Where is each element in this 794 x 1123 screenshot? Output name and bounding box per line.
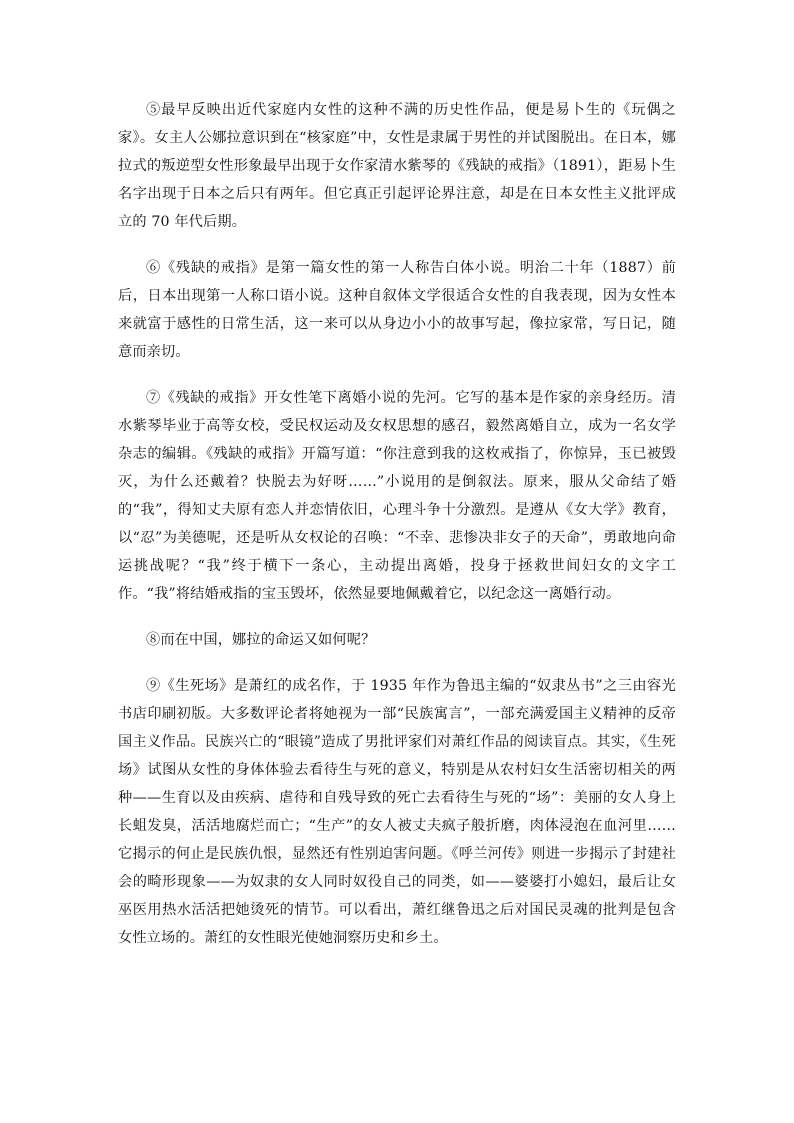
paragraph-9: ⑨《生死场》是萧红的成名作，于 1935 年作为鲁迅主编的“奴隶丛书”之三由容光书店印刷初版。大多数评论者将她视为一部“民族寓言”，一部充满爱国主义精神的反帝国主义作品。民族兴亡的“眼镜”造成了男批评家们对萧红作品的阅读盲点。其实，《生死场》试图从女性的身体体验去看待生与死的意义，特别是从农村妇女生活密切相关的两种——生育以及由疾病、虐待和自残导致的死亡去看待生与死的“场”：美丽的女人身上长蛆发臭，活活地腐烂而亡；“生产”的女人被丈夫疯子般折磨，肉体浸泡在血河里……它揭示的何止是民族仇恨，显然还有性别迫害问题。《呼兰河传》则进一步揭示了封建社会的畸形现象——为奴隶的女人同时奴役自己的同类，如——婆婆打小媳妇，最后让女巫医用热水活活把她烫死的情节。可以看出，萧红继鲁迅之后对国民灵魂的批判是包含女性立场的。萧红的女性眼光使她洞察历史和乡土。 — [118, 678, 676, 946]
paragraph-5: ⑤最早反映出近代家庭内女性的这种不满的历史性作品，便是易卜生的《玩偶之家》。女主人公娜拉意识到在“核家庭”中，女性是隶属于男性的并试图脱出。在日本，娜拉式的叛逆型女性形象最早出现于女作家清水紫琴的《残缺的戒指》（1891），距易卜生名字出现于日本之后只有两年。但它真正引起评论界注意，却是在日本女性主义批评成立的 70 年代后期。 — [118, 102, 676, 230]
paragraph-6: ⑥《残缺的戒指》是第一篇女性的第一人称告白体小说。明治二十年（1887）前后，日本出现第一人称口语小说。这种自叙体文学很适合女性的自我表现，因为女性本来就富于感性的日常生活，这一来可以从身边小小的故事写起，像拉家常，写日记，随意而亲切。 — [118, 260, 676, 360]
paragraph-8: ⑧而在中国，娜拉的命运又如何呢？ — [146, 632, 376, 648]
paragraph-7: ⑦《残缺的戒指》开女性笔下离婚小说的先河。它写的基本是作家的亲身经历。清水紫琴毕业于高等女校，受民权运动及女权思想的感召，毅然离婚自立，成为一名女学杂志的编辑。《残缺的戒指》开篇写道：“你注意到我的这枚戒指了，你惊异，玉已被毁灭，为什么还戴着？快脱去为好呀……”小说用的是倒叙法。原来，服从父命结了婚的“我”，得知丈夫原有恋人并恋情依旧，心理斗争十分激烈。是遵从《女大学》教育，以“忍”为美德呢，还是听从女权论的召唤：“不幸、悲惨决非女子的天命”，勇敢地向命运挑战呢？“我”终于横下一条心，主动提出离婚，投身于拯救世间妇女的文字工作。“我”将结婚戒指的宝玉毁坏，依然显要地佩戴着它，以纪念这一离婚行动。 — [118, 390, 676, 602]
